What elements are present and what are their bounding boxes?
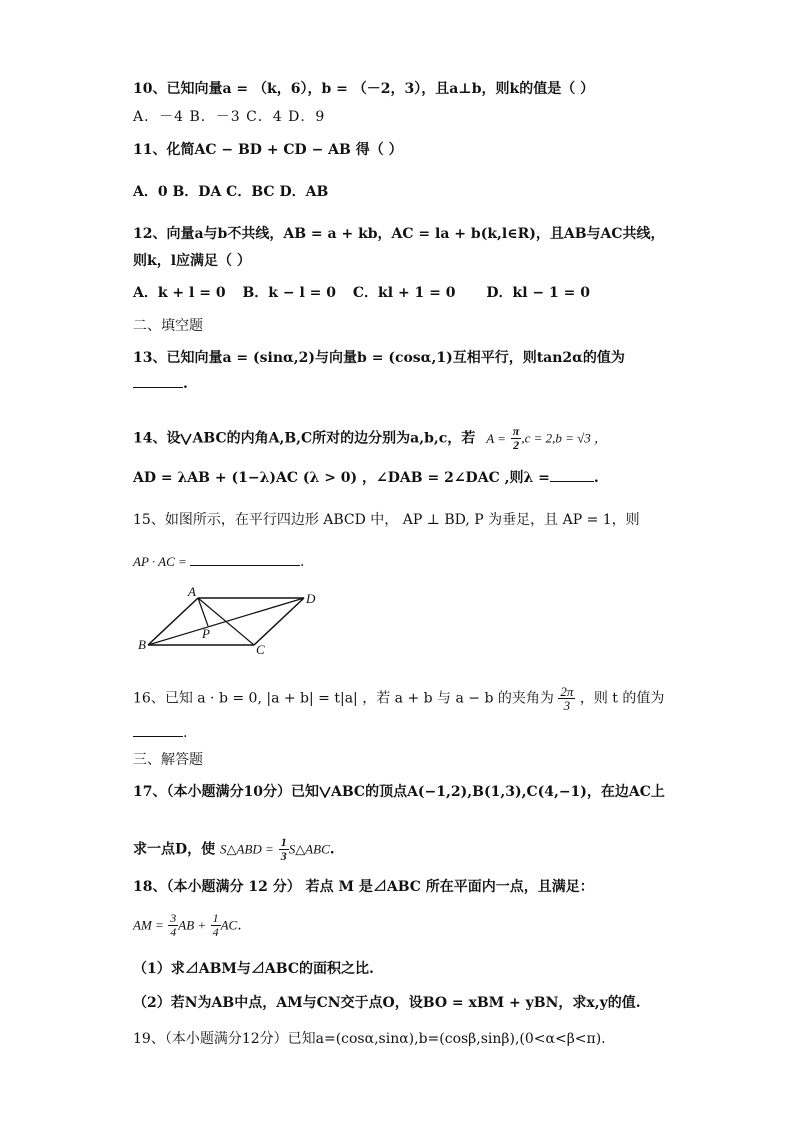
q18-formula-b: AB + [178, 917, 207, 933]
q17-end: . [329, 841, 335, 858]
q19-stem: 19、（本小题满分12分）已知a=(cosα,sinα),b=(cosβ,sinβ),(0<α<β<π). [133, 1031, 606, 1047]
vertex-label-a: A [188, 587, 196, 599]
q12-option-b: B．k − l = 0 [242, 285, 337, 301]
q18-formula-end: . [237, 917, 242, 934]
vertex-label-c: C [256, 642, 265, 657]
q14-stem-b: ABC的内角A,B,C所对的边分别为a,b,c，若 [192, 430, 476, 447]
q11-options: A．0 B．DA C．BC D．AB [133, 184, 329, 200]
q18-part-1: （1）求⊿ABM与⊿ABC的面积之比. [133, 961, 374, 977]
q15-blank[interactable] [190, 553, 300, 566]
q18-formula-c: AC [220, 917, 238, 933]
q17-stem-b: ABC的顶点A(−1,2),B(1,3),C(4,−1)，在边AC上 [330, 784, 665, 800]
q16-fraction: $\frac{2\pi}{3}$ [560, 684, 574, 713]
q14-stem-2 [133, 467, 660, 487]
q12-option-a: A．k + l = 0 [133, 285, 226, 301]
q14-end: . [593, 470, 599, 486]
q16-blank[interactable] [133, 724, 183, 737]
q12-stem: 12、向量a与b不共线，AB = a + kb，AC = la + b(k,l∈R)，且AB与AC共线， [133, 226, 665, 242]
q15-end: . [300, 554, 305, 570]
q14-cond-a: A = [486, 430, 506, 446]
q13-blank[interactable] [133, 375, 183, 388]
q15-stem-2 [133, 553, 660, 570]
q10-options: A．－4 B．－3 C．4 D．9 [133, 109, 326, 125]
q16-answer-line [133, 724, 660, 741]
q13-answer-line [133, 375, 660, 392]
q17-stem-2 [133, 836, 660, 863]
q16-stem-text: 16、已知 a · b = 0, |a + b| = t|a| ，若 a + b 与 a − b 的夹角为 [133, 690, 554, 707]
q10-stem: 10、已知向量a = （k，6），b = （－2，3），且a⊥b，则k的值是（ ） [133, 81, 595, 97]
q18-fraction-2: $\frac{1}{4}$ [212, 911, 219, 939]
q12-stem-2: 则k，l应满足（ ） [133, 253, 251, 269]
q15-stem: 15、如图所示，在平行四边形 ABCD 中， AP ⊥ BD, P 为垂足，且 AP = 1，则 [133, 512, 640, 528]
vertex-label-p: P [202, 626, 210, 641]
q18-formula-a: AM = [133, 917, 164, 933]
q14-stem2-text: AD = λAB + (1−λ)AC (λ > 0) ，∠DAB = 2∠DAC ,则λ = [133, 470, 550, 486]
q16-stem-end: ，则 t 的值为 [579, 690, 665, 707]
q14-stem [133, 425, 660, 452]
q16-stem [133, 684, 665, 713]
triangle-icon [180, 433, 192, 445]
q13-end: . [183, 376, 188, 392]
q14-cond-rest: ,c = 2,b = √3 ， [521, 430, 608, 446]
q18-stem: 18、（本小题满分 12 分） 若点 M 是⊿ABC 所在平面内一点，且满足： [133, 879, 594, 895]
q18-formula [133, 912, 660, 939]
q12-options [133, 282, 660, 302]
vertex-label-d: D [306, 591, 316, 606]
q13-stem: 13、已知向量a = (sinα,2)与向量b = (cosα,1)互相平行，则tan2α的值为 [133, 350, 625, 366]
q18-fraction-1: $\frac{3}{4}$ [170, 911, 177, 939]
q14-stem-a: 14、设 [133, 430, 181, 447]
q17-stem [133, 781, 665, 801]
parallelogram-figure [136, 587, 326, 659]
triangle-icon [319, 786, 331, 798]
q18-part-2: （2）若N为AB中点，AM与CN交于点O，设BO = xBM + yBN，求x,y的值. [133, 995, 641, 1011]
q14-fraction: $\frac{\pi}{2}$ [512, 424, 520, 452]
q17-stem-a: 17、（本小题满分10分）已知 [133, 784, 319, 800]
q17-fraction: $\frac{1}{3}$ [280, 835, 287, 863]
q12-option-d: D．kl − 1 = 0 [486, 285, 590, 301]
section-answer-title: 三、解答题 [133, 752, 203, 768]
q11-stem: 11、化简AC − BD + CD − AB 得（ ） [133, 142, 403, 158]
q15-expr: AP · AC = [133, 554, 191, 569]
q14-blank[interactable] [550, 469, 594, 482]
q17-stem2-a: 求一点D，使 [133, 841, 216, 858]
q16-end: . [183, 725, 188, 741]
q17-area-expr-2: S△ABC [288, 841, 330, 857]
vertex-label-b: B [138, 637, 146, 652]
section-fill-in-title: 二、填空题 [133, 318, 203, 334]
q17-area-expr: S△ABD = [220, 841, 274, 857]
q12-option-c: C．kl + 1 = 0 [352, 285, 456, 301]
